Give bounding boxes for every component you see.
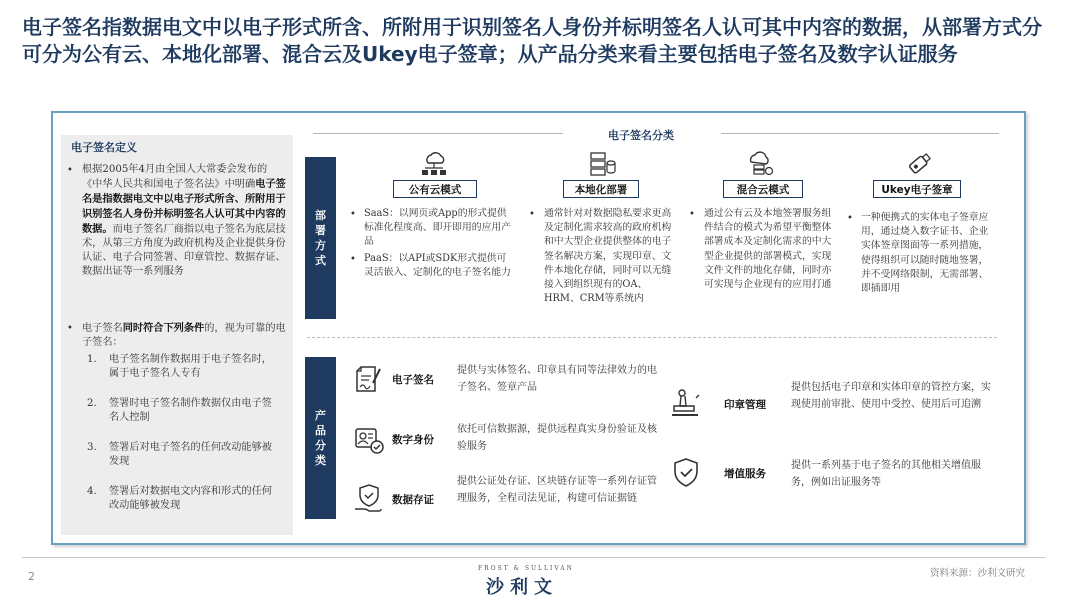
footer-divider: [22, 557, 1045, 558]
deploy-hybrid-cloud-label: 混合云模式: [723, 180, 803, 198]
cloud-network-icon: [419, 151, 449, 177]
bullet-dot: •: [350, 209, 356, 220]
deploy-side-label: [305, 157, 336, 319]
public-cloud-paas-text: PaaS：以API或SDK形式提供可灵活嵌入、定制化的电子签名能力: [364, 253, 511, 279]
bullet-dot: •: [529, 209, 535, 220]
divider: [313, 133, 563, 134]
condition-text: 签署后对数据电文内容和形式的任何改动能够被发现: [109, 486, 272, 511]
divider: [721, 133, 999, 134]
hybrid-cloud-icon: [745, 151, 775, 177]
shield-hand-icon: [353, 483, 385, 515]
source-note: 资料来源：沙利文研究: [930, 568, 1026, 579]
product-e-signature-desc: 提供与实体签名、印章具有同等法律效力的电子签名、签章产品: [457, 365, 657, 393]
section-divider: [307, 337, 997, 338]
bullet-dot: •: [67, 165, 73, 176]
product-data-evidence-label: 数据存证: [392, 494, 434, 506]
page-number: 2: [28, 570, 35, 583]
stamp-icon: [670, 388, 702, 420]
page-headline: 电子签名指数据电文中以电子形式所含、所附用于识别签名人身份并标明签名人认可其中内容的数据，从部署方式分可分为公有云、本地化部署、混合云及Ukey电子签章；从产品分类来看主要包括电子签名及数字认证服务: [22, 15, 1042, 66]
public-cloud-saas-text: SaaS：以网页或App的形式提供标准化程度高、即开即用的应用产品: [364, 208, 511, 248]
definition-panel: [61, 135, 293, 535]
sign-document-icon: [353, 363, 385, 395]
deploy-ukey-label: Ukey电子签章: [873, 180, 961, 198]
condition-text: 签署时电子签名制作数据仅由电子签名人控制: [109, 398, 272, 423]
product-data-evidence-desc: 提供公证处存证、区块链存证等一系列存证管理服务，全程司法见证，构建可信证据链: [457, 476, 657, 504]
classification-title: 电子签名分类: [608, 129, 674, 142]
product-e-signature-label: 电子签名: [392, 374, 434, 386]
ukey-text: 一种便携式的实体电子签章应用，通过烧入数字证书、企业实体签章图面等一系列措施，使得组织可以随时随地签署，并不受网络限制，无需部署、即插即用: [861, 212, 989, 295]
condition-text: 电子签名制作数据用于电子签名时，属于电子签名人专有: [109, 354, 272, 379]
product-value-added-desc: 提供一系列基于电子签名的其他相关增值服务，例如出证服务等: [791, 460, 981, 488]
condition-number: 2.: [87, 398, 97, 409]
product-value-added-label: 增值服务: [724, 468, 766, 480]
definition-bold-text: 同时符合下列条件: [122, 322, 205, 334]
condition-text: 签署后对电子签名的任何改动能够被发现: [109, 442, 272, 467]
definition-text: 根据2005年4月由全国人大常委会发布的《中华人民共和国电子签名法》中明确: [82, 164, 268, 190]
id-card-check-icon: [353, 423, 385, 455]
product-side-label: [305, 357, 336, 519]
definition-title: 电子签名定义: [71, 141, 137, 154]
bullet-dot: •: [350, 254, 356, 265]
definition-text: 电子签名: [82, 323, 123, 334]
product-digital-identity-label: 数字身份: [392, 434, 434, 446]
bullet-dot: •: [689, 209, 695, 220]
product-seal-management-desc: 提供包括电子印章和实体印章的管控方案，实现使用前审批、使用中受控、使用后可追溯: [791, 382, 991, 410]
condition-number: 4.: [87, 486, 97, 497]
condition-item: [87, 441, 277, 469]
condition-item: [87, 353, 277, 381]
product-seal-management-label: 印章管理: [724, 399, 766, 411]
deploy-side-text: 部署方式: [315, 209, 326, 267]
server-stack-icon: [587, 151, 617, 177]
brand-logo-english: FROST & SULLIVAN: [478, 565, 574, 572]
condition-number: 1.: [87, 354, 97, 365]
definition-bold-text: 电子签名是指数据电文中以电子形式所含、所附用于识别签名人身份并标明签名人认可其中内容的数据。: [82, 178, 286, 235]
brand-logo-chinese: 沙利文: [486, 577, 558, 598]
product-side-text: 产品分类: [315, 409, 326, 467]
deploy-on-premise-label: 本地化部署: [563, 180, 639, 198]
definition-paragraph-1: [82, 163, 287, 279]
definition-text: 而电子签名厂商指以电子签名为底层技术，从第三方角度为政府机构及企业提供身份认证、电子合同签署、印章管控、数据存证、数据出证等一系列服务: [82, 224, 286, 277]
definition-paragraph-2: [82, 321, 287, 350]
product-digital-identity-desc: 依托可信数据源，提供远程真实身份验证及核验服务: [457, 424, 657, 452]
condition-number: 3.: [87, 442, 97, 453]
bullet-dot: •: [67, 323, 73, 334]
content-frame: [51, 111, 1026, 545]
hybrid-cloud-text: 通过公有云及本地签署服务组件结合的模式为希望平衡整体部署成本及定制化需求的中大型企业提供的部署模式，实现文件文件的地化存储，同时亦可实现与企业现有的应用打通: [704, 208, 832, 291]
on-premise-text: 通常针对对数据隐私要求更高及定制化需求较高的政府机构和中大型企业提供整体的电子签名解决方案，实现印章、文件本地化存储，同时可以无缝接入到组织现有的OA、HRM、CRM等系统内: [544, 208, 672, 305]
bullet-dot: •: [847, 213, 853, 224]
definition-text: 的，视为可靠的电子签名：: [82, 323, 286, 348]
shield-check-icon: [670, 457, 702, 489]
deploy-public-cloud-label: 公有云模式: [393, 180, 477, 198]
condition-item: [87, 485, 277, 513]
condition-item: [87, 397, 277, 425]
usb-key-icon: [904, 151, 934, 177]
